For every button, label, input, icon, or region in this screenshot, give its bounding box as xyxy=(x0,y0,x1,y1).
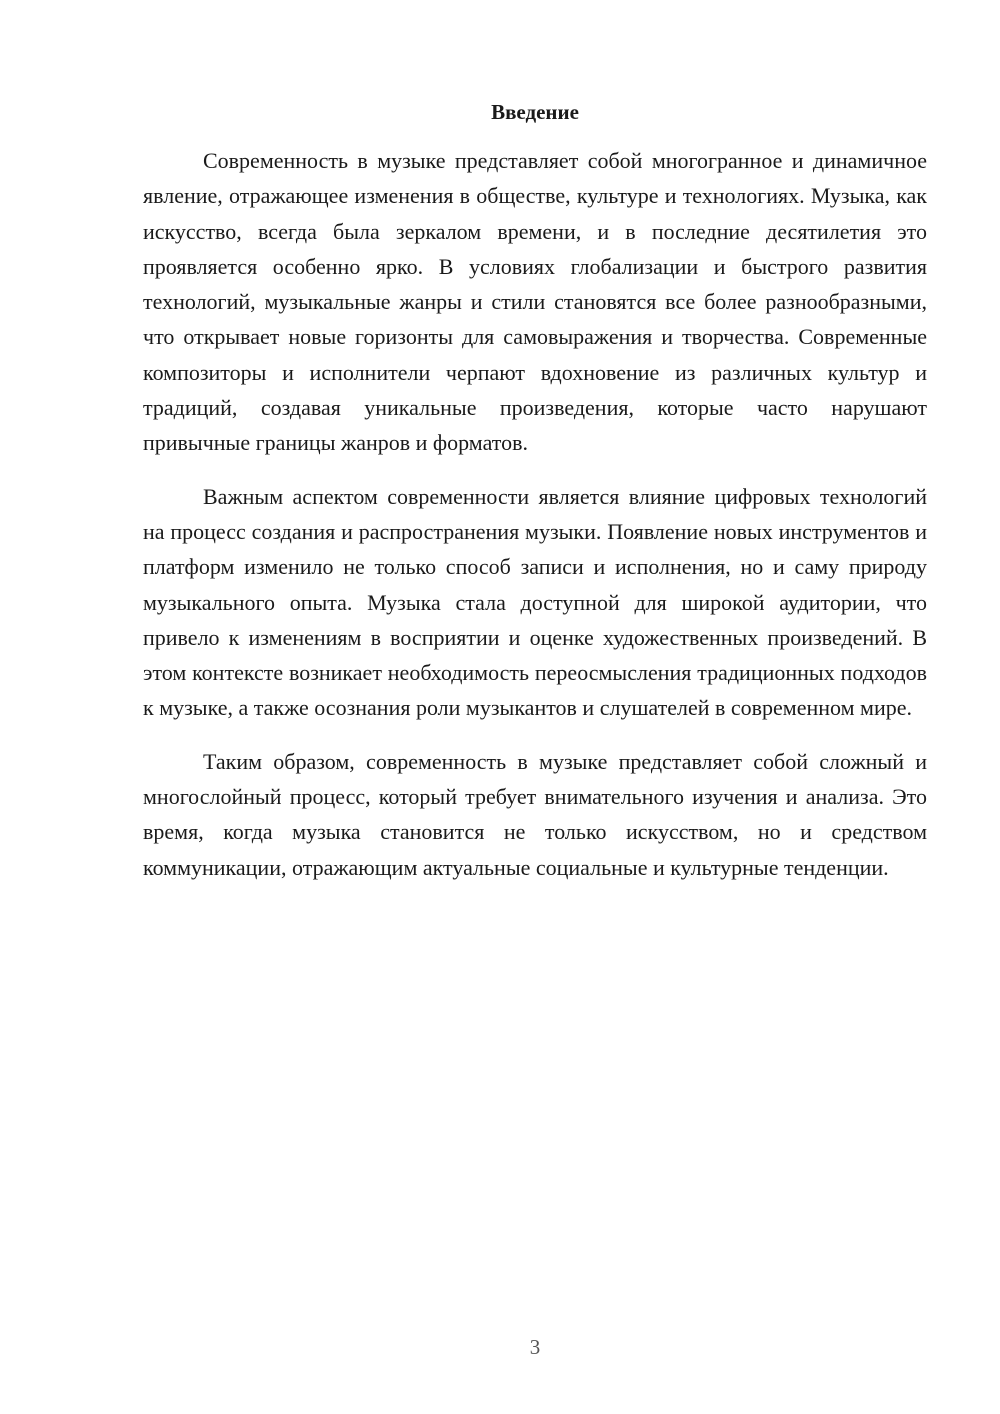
section-heading: Введение xyxy=(491,100,579,124)
page-number: 3 xyxy=(529,1335,541,1359)
paragraph-2: Важным аспектом современности является влияние цифровых технологий на процесс создания и распространения музыки. Появление новых инструментов и платформ изменило не только способ записи и исполнения, но и саму природу музыкального опыта. Музыка стала доступной для широкой аудитории, что привело к изменениям в восприятии и оценке художественных произведений. В этом контексте возникает необходимость переосмысления традиционных подходов к музыке, а также осознания роли музыкантов и слушателей в современном мире. xyxy=(143,483,927,721)
paragraph-3: Таким образом, современность в музыке представляет собой сложный и многослойный процесс, который требует внимательного изучения и анализа. Это время, когда музыка становится не только искусством, но и средством коммуникации, отражающим актуальные социальные и культурные тенденции. xyxy=(143,748,927,880)
paragraph-1: Современность в музыке представляет собой многогранное и динамичное явление, отражающее изменения в обществе, культуре и технологиях. Музыка, как искусство, всегда была зеркалом времени, и в последние десятилетия это проявляется особенно ярко. В условиях глобализации и быстрого развития технологий, музыкальные жанры и стили становятся все более разнообразными, что открывает новые горизонты для самовыражения и творчества. Современные композиторы и исполнители черпают вдохновение из различных культур и традиций, создавая уникальные произведения, которые часто нарушают привычные границы жанров и форматов. xyxy=(143,148,927,456)
body-text xyxy=(143,143,927,903)
